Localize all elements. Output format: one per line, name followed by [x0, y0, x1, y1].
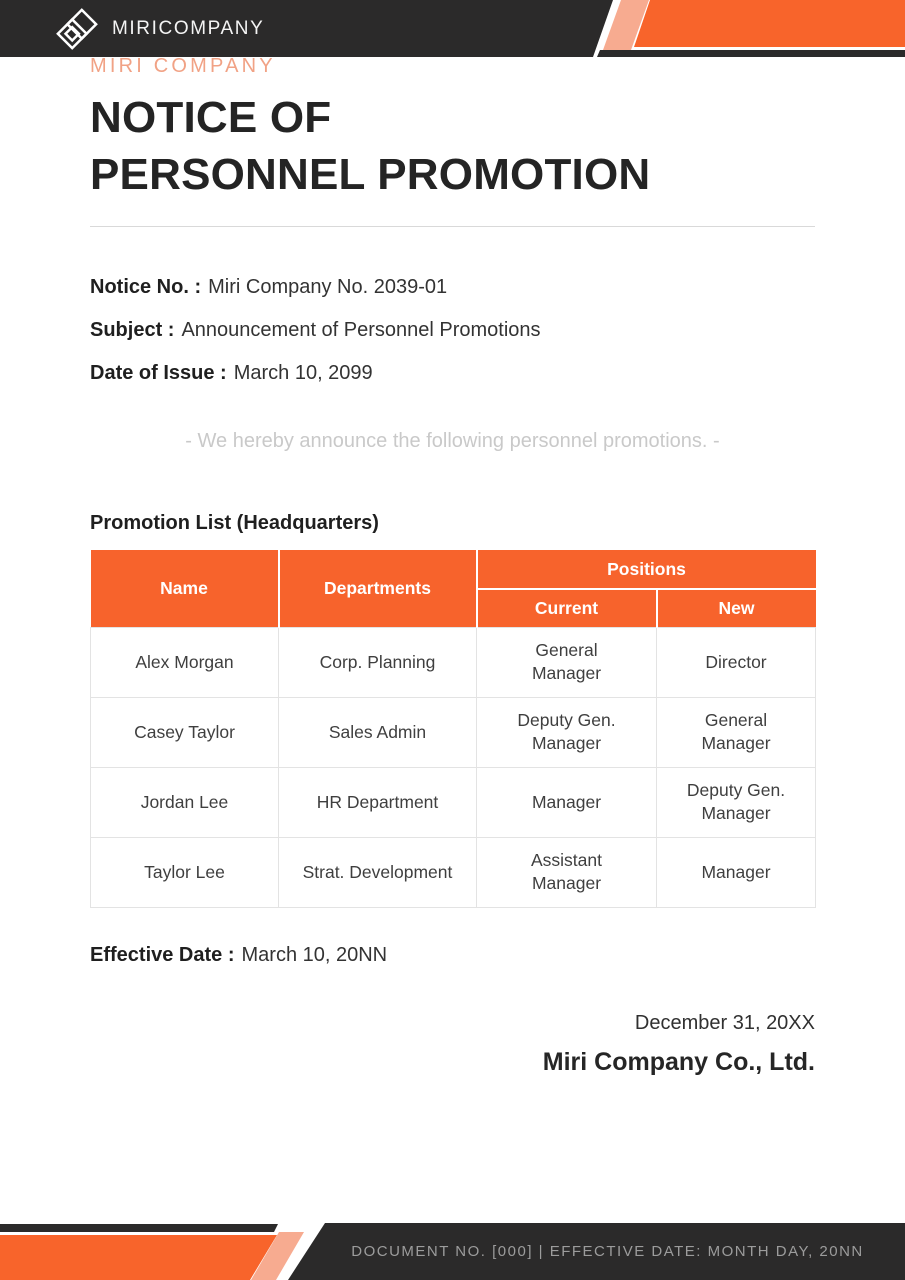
cell-new-position: Director — [657, 627, 816, 697]
title-divider — [90, 226, 815, 227]
brand-name: MIRICOMPANY — [112, 17, 265, 39]
cell-current-position: Manager — [477, 767, 657, 837]
date-of-issue-label: Date of Issue : — [90, 362, 227, 384]
document-body — [0, 52, 905, 1079]
date-of-issue-value: March 10, 2099 — [233, 362, 373, 384]
footer-text: DOCUMENT NO. [000] | EFFECTIVE DATE: MONTH DAY, 20NN — [351, 1243, 864, 1260]
header-band — [0, 0, 905, 57]
notice-number-value: Miri Company No. 2039-01 — [208, 276, 448, 298]
subject-label: Subject : — [90, 319, 175, 341]
brand — [55, 0, 264, 57]
page-title — [90, 89, 815, 203]
table-row — [91, 837, 816, 907]
cell-department: Sales Admin — [279, 697, 477, 767]
signature-company: Miri Company Co., Ltd. — [542, 1047, 815, 1076]
cell-department: Corp. Planning — [279, 627, 477, 697]
notice-number-label: Notice No. : — [90, 276, 202, 298]
footer-band — [0, 1223, 905, 1280]
table-row — [91, 767, 816, 837]
cell-department: HR Department — [279, 767, 477, 837]
column-header-departments: Departments — [279, 550, 477, 627]
column-header-new: New — [657, 589, 816, 627]
date-of-issue-row — [90, 359, 815, 387]
cell-name: Jordan Lee — [91, 767, 279, 837]
subject-value: Announcement of Personnel Promotions — [181, 319, 541, 341]
cell-name: Alex Morgan — [91, 627, 279, 697]
company-label: MIRI COMPANY — [90, 55, 276, 77]
announcement-line: - We hereby announce the following personnel promotions. - — [185, 430, 720, 452]
cell-new-position: Manager — [657, 837, 816, 907]
cell-new-position: General Manager — [657, 697, 816, 767]
cell-current-position: General Manager — [477, 627, 657, 697]
table-row — [91, 697, 816, 767]
signature-date: December 31, 20XX — [634, 1011, 815, 1034]
notice-meta — [90, 273, 815, 387]
promotion-table — [90, 550, 816, 908]
promotion-table-header — [91, 550, 816, 627]
table-row — [91, 627, 816, 697]
cell-department: Strat. Development — [279, 837, 477, 907]
cell-name: Taylor Lee — [91, 837, 279, 907]
cell-name: Casey Taylor — [91, 697, 279, 767]
column-header-positions: Positions — [477, 550, 816, 589]
page-title-line-2: PERSONNEL PROMOTION — [90, 150, 651, 199]
cell-current-position: Assistant Manager — [477, 837, 657, 907]
cell-new-position: Deputy Gen. Manager — [657, 767, 816, 837]
effective-date-value: March 10, 20NN — [241, 943, 388, 966]
cell-current-position: Deputy Gen. Manager — [477, 697, 657, 767]
column-header-current: Current — [477, 589, 657, 627]
signature-block — [90, 1009, 815, 1079]
subject-row — [90, 316, 815, 344]
column-header-name: Name — [91, 550, 279, 627]
brand-logo-icon — [55, 7, 99, 51]
effective-date-row — [90, 941, 815, 969]
section-title: Promotion List (Headquarters) — [90, 512, 379, 534]
notice-number-row — [90, 273, 815, 301]
page-title-line-1: NOTICE OF — [90, 93, 332, 142]
effective-date-label: Effective Date : — [90, 943, 235, 966]
